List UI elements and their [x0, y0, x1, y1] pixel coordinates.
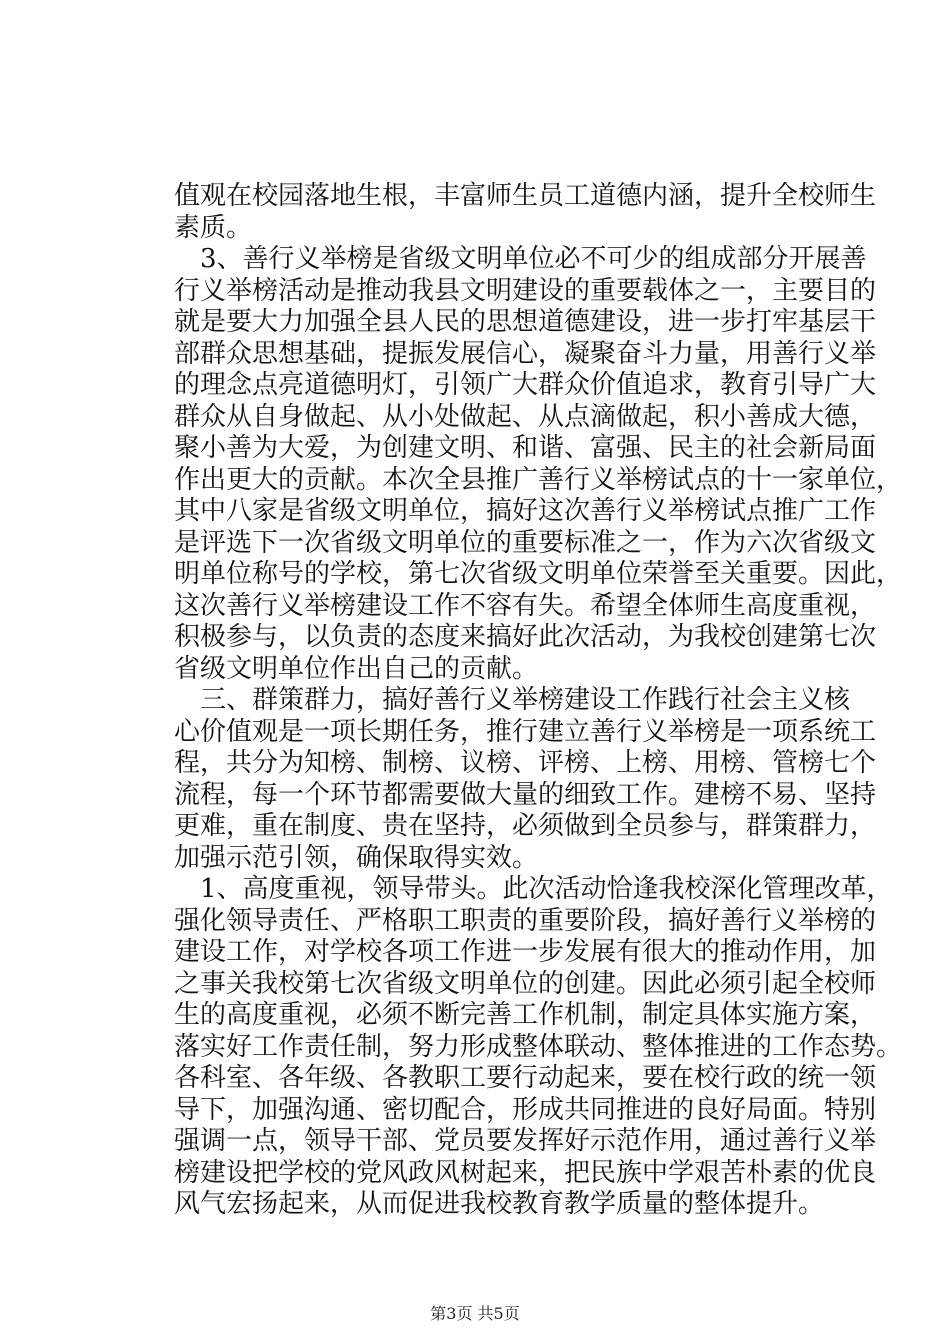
text-line: 素质。: [174, 213, 253, 243]
text-line: 之事关我校第七次省级文明单位的创建。因此必须引起全校师: [174, 969, 877, 999]
text-line: 部群众思想基础，提振发展信心，凝聚奋斗力量，用善行义举: [174, 339, 877, 369]
text-line: 心价值观是一项长期任务，推行建立善行义举榜是一项系统工: [174, 717, 877, 747]
text-line: 榜建设把学校的党风政风树起来，把民族中学艰苦朴素的优良: [174, 1158, 877, 1188]
text-line: 建设工作，对学校各项工作进一步发展有很大的推动作用，加: [174, 937, 877, 967]
text-line: 作出更大的贡献。本次全县推广善行义举榜试点的十一家单位，: [174, 465, 903, 495]
text-line: 各科室、各年级、各教职工要行动起来，要在校行政的统一领: [174, 1063, 877, 1093]
text-line: 聚小善为大爱，为创建文明、和谐、富强、民主的社会新局面: [174, 433, 877, 463]
text-line: 落实好工作责任制，努力形成整体联动、整体推进的工作态势。: [174, 1032, 903, 1062]
text-line: 就是要大力加强全县人民的思想道德建设，进一步打牢基层干: [174, 307, 877, 337]
text-line: 生的高度重视，必须不断完善工作机制，制定具体实施方案，: [174, 1000, 877, 1030]
text-line: 程，共分为知榜、制榜、议榜、评榜、上榜、用榜、管榜七个: [174, 748, 877, 778]
text-line: 3、善行义举榜是省级文明单位必不可少的组成部分开展善: [200, 244, 867, 274]
text-line: 三、群策群力，搞好善行义举榜建设工作践行社会主义核: [200, 685, 851, 715]
text-line: 群众从自身做起、从小处做起、从点滴做起，积小善成大德，: [174, 402, 877, 432]
text-line: 明单位称号的学校，第七次省级文明单位荣誉至关重要。因此，: [174, 559, 903, 589]
text-line: 这次善行义举榜建设工作不容有失。希望全体师生高度重视，: [174, 591, 877, 621]
text-line: 强调一点，领导干部、党员要发挥好示范作用，通过善行义举: [174, 1126, 877, 1156]
text-line: 强化领导责任、严格职工职责的重要阶段，搞好善行义举榜的: [174, 906, 877, 936]
text-line: 的理念点亮道德明灯，引领广大群众价值追求，教育引导广大: [174, 370, 877, 400]
text-line: 行义举榜活动是推动我县文明建设的重要载体之一，主要目的: [174, 276, 877, 306]
text-line: 省级文明单位作出自己的贡献。: [174, 654, 539, 684]
text-line: 值观在校园落地生根，丰富师生员工道德内涵，提升全校师生: [174, 181, 877, 211]
text-line: 更难，重在制度、贵在坚持，必须做到全员参与，群策群力，: [174, 811, 877, 841]
text-line: 导下，加强沟通、密切配合，形成共同推进的良好局面。特别: [174, 1095, 877, 1125]
text-line: 1、高度重视，领导带头。此次活动恰逢我校深化管理改革，: [200, 874, 893, 904]
text-line: 积极参与，以负责的态度来搞好此次活动，为我校创建第七次: [174, 622, 877, 652]
text-line: 加强示范引领，确保取得实效。: [174, 843, 539, 873]
text-line: 风气宏扬起来，从而促进我校教育教学质量的整体提升。: [174, 1189, 825, 1219]
text-line: 流程，每一个环节都需要做大量的细致工作。建榜不易、坚持: [174, 780, 877, 810]
text-line: 其中八家是省级文明单位，搞好这次善行义举榜试点推广工作: [174, 496, 877, 526]
text-line: 是评选下一次省级文明单位的重要标准之一，作为六次省级文: [174, 528, 877, 558]
page-number: 第3页 共5页: [430, 1304, 520, 1323]
